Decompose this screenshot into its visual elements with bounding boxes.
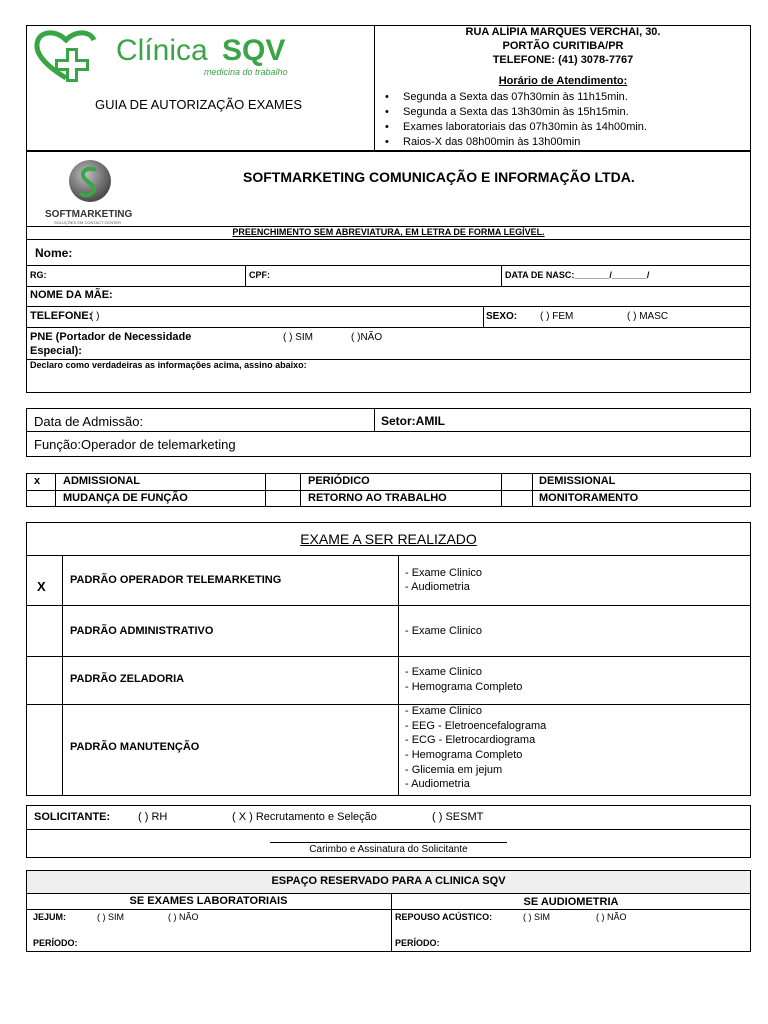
hours-item: • Raios-X das 08h00min às 13h00min	[385, 135, 647, 150]
acoustic-rest-yes-checkbox[interactable]: ( ) SIM	[523, 912, 550, 922]
exam-item: - ECG - Eletrocardiograma	[405, 734, 536, 746]
row-line	[26, 893, 751, 894]
company-logo	[40, 156, 140, 226]
pne-yes-checkbox[interactable]: ( ) SIM	[283, 332, 313, 343]
acoustic-rest-label: REPOUSO ACÚSTICO:	[395, 912, 493, 922]
row-line	[26, 265, 751, 266]
company-logo-sub: SOLUÇÕES EM CONTACT CENTER	[54, 220, 121, 225]
col-line	[245, 265, 246, 286]
phone-field-label: TELEFONE:	[30, 310, 93, 322]
clinic-reserved-title: ESPAÇO RESERVADO PARA A CLINICA SQV	[271, 875, 506, 887]
guide-title: GUIA DE AUTORIZAÇÃO EXAMES	[95, 97, 303, 112]
logo-brand: SQV	[222, 34, 286, 67]
signature-caption: Carimbo e Assinatura do Solicitante	[309, 844, 468, 855]
exam-row-name: PADRÃO ZELADORIA	[70, 673, 185, 685]
declaration-text: Declaro como verdadeiras as informações acima, assino abaixo:	[30, 360, 307, 370]
row-line	[26, 704, 751, 705]
exam-row-mark[interactable]: X	[37, 579, 46, 594]
periodic-option: PERIÓDICO	[308, 475, 370, 487]
col-line	[265, 473, 266, 507]
row-line	[26, 431, 751, 432]
exam-item: - Audiometria	[405, 778, 470, 790]
admission-date-field[interactable]: Data de Admissão:	[34, 414, 144, 429]
row-line	[26, 555, 751, 556]
logo-tagline: medicina do trabalho	[204, 67, 288, 77]
acoustic-rest-no-checkbox[interactable]: ( ) NÃO	[596, 912, 627, 922]
role-change-option: MUDANÇA DE FUNÇÃO	[63, 492, 188, 504]
exams-table	[26, 522, 751, 796]
exam-row-name: PADRÃO ADMINISTRATIVO	[70, 625, 214, 637]
exam-item: - Exame Clinico	[405, 567, 483, 579]
pne-label-cont: Especial):	[30, 345, 82, 357]
notice-text: PREENCHIMENTO SEM ABREVIATURA, EM LETRA DE FORMA LEGÍVEL.	[232, 227, 545, 237]
exam-item: - Exame Clinico	[405, 666, 483, 678]
requester-label: SOLICITANTE:	[34, 811, 111, 823]
exam-item: - Hemograma Completo	[405, 749, 523, 761]
role-field[interactable]: Função:Operador de telemarketing	[34, 437, 236, 452]
row-line	[26, 829, 751, 830]
exam-item: - Audiometria	[405, 581, 470, 593]
hours-item: • Exames laboratoriais das 07h30min às 14h00min.	[385, 120, 647, 135]
row-line	[26, 286, 751, 287]
softmarketing-logo-icon	[65, 158, 115, 204]
name-field[interactable]: Nome:	[35, 246, 73, 260]
col-line	[55, 473, 56, 507]
mother-name-field[interactable]: NOME DA MÃE:	[30, 289, 113, 301]
requester-sesmt-checkbox[interactable]: ( ) SESMT	[432, 811, 484, 823]
pne-no-checkbox[interactable]: ( )NÃO	[351, 332, 383, 343]
col-line	[374, 408, 375, 432]
row-line	[26, 327, 751, 328]
clinic-phone: TELEFONE: (41) 3078-7767	[492, 54, 634, 66]
row-line	[26, 605, 751, 606]
hours-list	[385, 90, 647, 150]
company-logo-text: SOFTMARKETING	[45, 209, 133, 220]
lab-period-field[interactable]: PERÍODO:	[33, 938, 78, 948]
logo-name: Clínica	[116, 34, 208, 67]
sex-fem-checkbox[interactable]: ( ) FEM	[540, 311, 574, 322]
requester-recruitment-checkbox[interactable]: ( X ) Recrutamento e Seleção	[232, 811, 377, 823]
cpf-field[interactable]: CPF:	[249, 270, 270, 280]
hours-item: • Segunda a Sexta das 13h30min às 15h15min.	[385, 105, 647, 120]
sex-label: SEXO:	[486, 311, 518, 322]
col-line	[501, 265, 502, 286]
exam-item: - Glicemia em jejum	[405, 764, 503, 776]
clinic-address: RUA ALÍPIA MARQUES VERCHAI, 30.	[465, 26, 661, 38]
lab-section-title: SE EXAMES LABORATORIAIS	[129, 895, 288, 907]
exam-item: - EEG - Eletroencefalograma	[405, 720, 547, 732]
heart-cross-icon	[32, 28, 104, 84]
row-line	[26, 656, 751, 657]
exam-item: - Exame Clinico	[405, 625, 483, 637]
monitoring-option: MONITORAMENTO	[539, 492, 639, 504]
col-line	[532, 473, 533, 507]
exam-item: - Hemograma Completo	[405, 681, 523, 693]
exam-item: - Exame Clinico	[405, 705, 483, 717]
exam-row-name: PADRÃO MANUTENÇÃO	[70, 741, 200, 753]
col-line	[483, 306, 484, 327]
dob-field[interactable]: DATA DE NASC:_______/_______/	[505, 270, 650, 280]
fasting-label: JEJUM:	[33, 912, 67, 922]
sector-field[interactable]: Setor:AMIL	[381, 414, 445, 428]
company-name: SOFTMARKETING COMUNICAÇÃO E INFORMAÇÃO LTDA.	[243, 169, 635, 185]
hours-item: • Segunda a Sexta das 07h30min às 11h15min.	[385, 90, 647, 105]
col-line	[300, 473, 301, 507]
phone-field[interactable]: ( )	[90, 311, 100, 322]
clinic-district: PORTÃO CURITIBA/PR	[502, 40, 624, 52]
audio-period-field[interactable]: PERÍODO:	[395, 938, 440, 948]
exams-title: EXAME A SER REALIZADO	[300, 531, 477, 547]
exam-row-name: PADRÃO OPERADOR TELEMARKETING	[70, 574, 282, 586]
col-line	[501, 473, 502, 507]
rg-field[interactable]: RG:	[30, 270, 47, 280]
return-to-work-option: RETORNO AO TRABALHO	[308, 492, 447, 504]
fasting-no-checkbox[interactable]: ( ) NÃO	[168, 912, 199, 922]
signature-line	[270, 842, 507, 843]
row-line	[26, 306, 751, 307]
row-line	[26, 239, 751, 240]
row-line	[26, 490, 751, 491]
admissional-mark[interactable]: x	[34, 475, 41, 487]
clinic-logo	[32, 28, 302, 84]
col-line	[62, 555, 63, 796]
requester-rh-checkbox[interactable]: ( ) RH	[138, 811, 168, 823]
sex-masc-checkbox[interactable]: ( ) MASC	[627, 311, 669, 322]
row-line	[26, 909, 751, 910]
audio-section-title: SE AUDIOMETRIA	[523, 896, 619, 908]
pne-label: PNE (Portador de Necessidade	[30, 331, 192, 343]
dismissal-option: DEMISSIONAL	[539, 475, 616, 487]
fasting-yes-checkbox[interactable]: ( ) SIM	[97, 912, 124, 922]
hours-title: Horário de Atendimento:	[498, 75, 628, 87]
admissional-option: ADMISSIONAL	[63, 475, 140, 487]
col-line	[398, 555, 399, 796]
